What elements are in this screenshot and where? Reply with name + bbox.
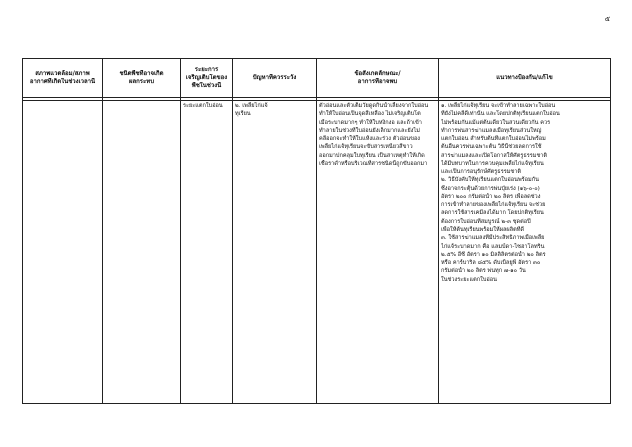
text-line: หรือ คาร์บาริล ๘๕% ดับเบิ้ลยูพี อัตรา ๓๐ — [441, 260, 541, 267]
pest-guidance-table — [22, 58, 611, 404]
text-line: อัตรา ๒๐๐ กรัมต่อน้ำ ๒๐ ลิตร เพื่อลดช่วง — [441, 193, 541, 200]
text-line: เชื้อราดำหรือบริเวณที่สารชนิดนี้ถูกขับออกมา — [319, 160, 428, 167]
text-line: กรัมต่อน้ำ ๒๐ ลิตร พ่นทุก ๗-๑๐ วัน — [441, 268, 526, 275]
text-line: สารฆ่าแมลงและเปิดโอกาสให้ศัตรูธรรมชาติ — [441, 152, 548, 159]
text-line: ต้องการใบอ่อนที่สมบูรณ์ ๒-๓ ชุดต่อปี — [441, 218, 531, 225]
text-line: ได้มีบทบาทในการควบคุมเพลี้ยไก่แจ้ทุเรียน — [441, 160, 544, 167]
page-number: ๕ — [604, 15, 610, 23]
text-line: เพื่อให้ต้นทุเรียนพร้อมให้ผลผลิตที่ดี — [441, 226, 525, 233]
header-plant — [103, 59, 181, 98]
text-line: คลี่ออกจะทำให้ใบแห้งและร่วง ตัวอ่อนของ — [319, 136, 421, 143]
text-line: การเข้าทำลายของเพลี้ยไก่แจ้ทุเรียน จะช่วย — [441, 202, 546, 209]
table-row — [23, 101, 611, 404]
header-problem — [233, 59, 317, 98]
text-line: แนวทางป้องกัน/แก้ไข — [496, 73, 553, 81]
text-line: แตกใบอ่อน สำหรับต้นที่แตกใบอ่อนไม่พร้อม — [441, 136, 546, 143]
text-line: ลดการใช้สารเคมีลงได้มาก โดยปกติทุเรียน — [441, 210, 544, 217]
text-line: ต้นอื่นควรพ่นเฉพาะต้น วิธีนี้ช่วยลดการใช้ — [441, 144, 542, 151]
cell-growth-stage — [181, 101, 233, 404]
text-line: ออกมาปกคลุมใบทุเรียน เป็นสาเหตุทำให้เกิด — [319, 152, 425, 159]
text-line: ๒. เพลี้ยไก่แจ้ — [235, 103, 268, 109]
text-line: เจริญเติบโตของ — [185, 73, 228, 81]
text-line: ๓. ใช้สารฆ่าแมลงที่มีประสิทธิภาพเมื่อเพลี้ย — [441, 235, 545, 242]
header-growth-stage — [181, 59, 233, 98]
text-line: เมื่อระบาดมากๆ ทำให้ใบหงิกงอ และถ้าเข้า — [319, 119, 422, 126]
text-line: ทำลายในช่วงที่ใบอ่อนยังเล็กมากและยังไม่ — [319, 127, 420, 134]
header-symptoms — [317, 59, 439, 98]
text-line: ข้อสังเกตลักษณะ/ — [354, 69, 401, 77]
cell-environment — [23, 101, 103, 404]
text-line: ทำการพ่นสารฆ่าแมลงเมื่อทุเรียนส่วนใหญ่ — [441, 127, 542, 134]
text-line: ทำให้ใบอ่อนเป็นจุดสีเหลือง ไม่เจริญเติบโต — [319, 111, 421, 118]
text-line: สภาพแวดล้อม/สภาพ — [35, 69, 90, 77]
cell-solution — [439, 101, 611, 404]
text-line: อากาศที่เกิดในช่วงเวลานี้ — [29, 78, 96, 85]
text-line: ซึ่งอาจกระตุ้นด้วยการพ่นปุ๋ยเร่ง (๑๖-๐-๐) — [441, 185, 540, 192]
text-line: ๑. เพลี้ยไก่แจ้ทุเรียน จะเข้าทำลายเฉพาะใบอ่อน — [441, 103, 556, 109]
text-line: ๒.๕% อีซี อัตรา ๑๐ มิลลิลิตรต่อน้ำ ๒๐ ลิตร — [441, 251, 546, 258]
header-solution — [439, 59, 611, 98]
growth-stage-text: ระยะแตกใบอ่อน — [183, 103, 223, 109]
header-environment — [23, 59, 103, 98]
text-line: ผลกระทบ — [128, 78, 155, 85]
text-line: พืชในช่วงนี้ — [191, 82, 222, 90]
text-line: ตัวอ่อนและตัวเต็มวัยดูดกินน้ำเลี้ยงจากใบอ่อน — [319, 103, 429, 109]
text-line: ไก่แจ้ระบาดมาก คือ แลมบ์ดา-ไซฮาโลทริน — [441, 243, 545, 250]
text-line: ๒. วิธีบังคับให้ทุเรียนแตกใบอ่อนพร้อมกัน — [441, 177, 539, 184]
cell-problem — [233, 101, 317, 404]
text-line: ชนิดพืชที่อาจเกิด — [119, 69, 164, 77]
text-line: ระยะการ — [194, 65, 219, 73]
table-header-row — [23, 59, 611, 98]
cell-plant — [103, 101, 181, 404]
cell-symptoms — [317, 101, 439, 404]
text-line: ที่ยังไม่คลี่ดีเท่านั้น และโดยปกติทุเรียนแตกใบอ่อน — [441, 111, 560, 118]
text-line: ทุเรียน — [235, 111, 251, 118]
text-line: ในช่วงระยะแตกใบอ่อน — [441, 276, 497, 283]
text-line: ไม่พร้อมกันแม้แต่ต้นเดียวในสวนเดียวกัน ควร — [441, 119, 551, 126]
text-line: ปัญหาที่ควรระวัง — [252, 73, 297, 81]
text-line: เพลี้ยไก่แจ้ทุเรียนจะขับสารเหนียวสีขาว — [319, 144, 413, 151]
text-line: และเป็นการอนุรักษ์ศัตรูธรรมชาติ — [441, 169, 521, 176]
text-line: อาการที่อาจพบ — [357, 78, 398, 85]
